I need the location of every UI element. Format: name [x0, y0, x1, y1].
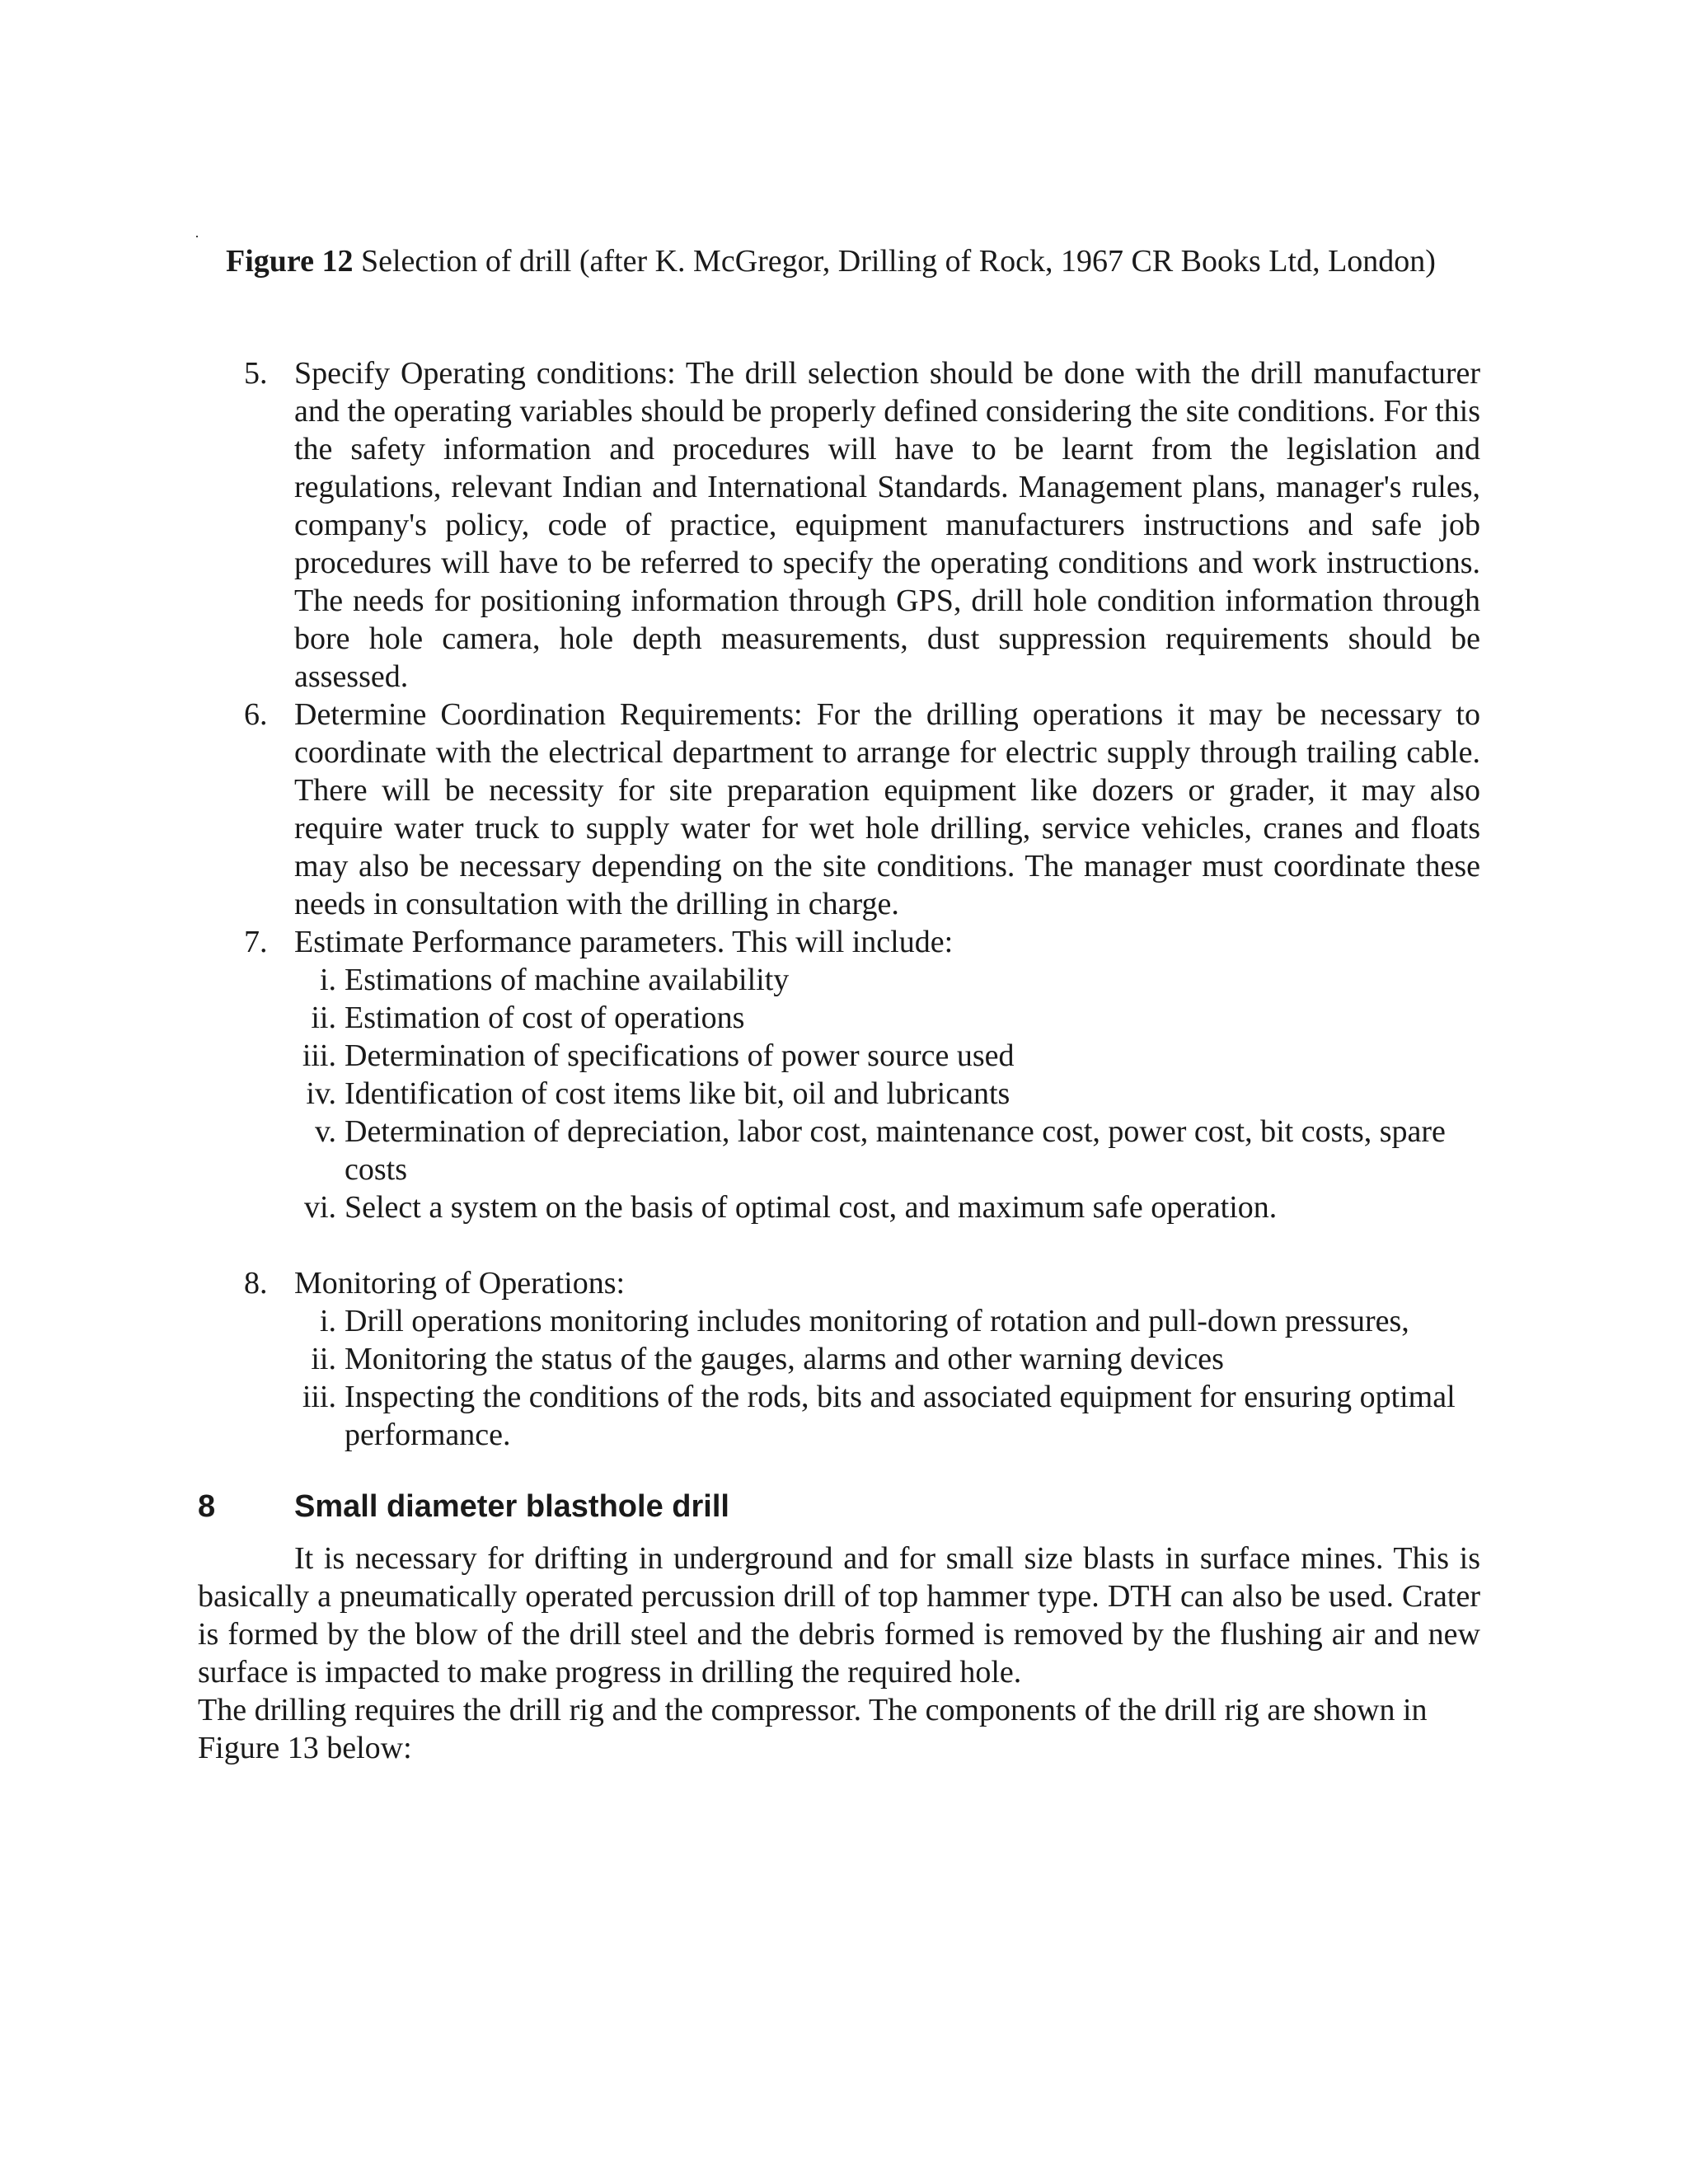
list-number: 8.	[244, 1266, 268, 1301]
sub-list-text: Determination of depreciation, labor cost, maintenance cost, power cost, bit costs, spare costs	[345, 1114, 1446, 1187]
figure-caption-text: Selection of drill (after K. McGregor, Drilling of Rock, 1967 CR Books Ltd, London)	[353, 244, 1436, 279]
sub-list-text: Inspecting the conditions of the rods, bits and associated equipment for ensuring optimal performance.	[345, 1380, 1456, 1452]
sub-list-number: ii.	[311, 1001, 336, 1035]
sub-list-number: i.	[319, 1304, 336, 1338]
list-item-text: Monitoring of Operations:	[294, 1266, 626, 1301]
caption-dot: ·	[195, 228, 199, 245]
sub-list-text: Identification of cost items like bit, oil and lubricants	[345, 1076, 1010, 1111]
sub-list-number: i.	[319, 963, 336, 997]
sub-list-text: Estimations of machine availability	[345, 963, 790, 997]
sub-list-text: Monitoring the status of the gauges, alarms and other warning devices	[345, 1342, 1224, 1376]
section-title: Small diameter blasthole drill	[294, 1489, 729, 1524]
sub-list-number: v.	[314, 1114, 336, 1149]
sub-list-number: iii.	[302, 1380, 336, 1414]
section-number: 8	[198, 1489, 216, 1524]
list-number: 7.	[244, 925, 268, 959]
list-number: 5.	[244, 356, 268, 391]
sub-list-text: Estimation of cost of operations	[345, 1001, 745, 1035]
section-heading	[198, 1488, 729, 1526]
body-paragraph-text: It is necessary for drifting in underground and for small size blasts in surface mines. This is basically a pneumatically operated percussion drill of top hammer type. DTH can also be used. Crater is formed by the blow of the drill steel and the debris formed is removed by the flushing air and new surface is impacted to make progress in drilling the required hole.	[198, 1541, 1480, 1690]
sub-list-number: ii.	[311, 1342, 336, 1376]
list-item-text: Specify Operating conditions: The drill selection should be done with the drill manufacturer and the operating variables should be properly defined considering the site conditions. For this the safety information and procedures will have to be learnt from the legislation and regulations, relevant Indian and International Standards. Management plans, manager's rules, company's policy, code of practice, equipment manufacturers instructions and safe job procedures will have to be referred to specify the operating conditions and work instructions. The needs for positioning information through GPS, drill hole condition information through bore hole camera, hole depth measurements, dust suppression requirements should be assessed.	[294, 356, 1480, 694]
sub-list-text: Drill operations monitoring includes monitoring of rotation and pull-down pressures,	[345, 1304, 1409, 1338]
figure-caption	[198, 242, 1484, 280]
sub-list-number: vi.	[303, 1190, 336, 1225]
list-item-text: Determine Coordination Requirements: For the drilling operations it may be necessary to coordinate with the electrical department to arrange for electric supply through trailing cable. There will be necessity for site preparation equipment like dozers or grader, it may also require water truck to supply water for wet hole drilling, service vehicles, cranes and floats may also be necessary depending on the site conditions. The manager must coordinate these needs in consultation with the drilling in charge.	[294, 697, 1480, 921]
list-number: 6.	[244, 697, 268, 732]
figure-label: Figure 12	[226, 244, 354, 279]
sub-list-text: Select a system on the basis of optimal cost, and maximum safe operation.	[345, 1190, 1278, 1225]
sub-list-text: Determination of specifications of power source used	[345, 1038, 1015, 1073]
sub-list-number: iii.	[302, 1038, 336, 1073]
sub-list-number: iv.	[306, 1076, 336, 1111]
list-item-text: Estimate Performance parameters. This will include:	[294, 925, 954, 959]
body-paragraph	[198, 1540, 1480, 1691]
body-paragraph-2: The drilling requires the drill rig and the compressor. The components of the drill rig are shown in Figure 13 below:	[198, 1693, 1428, 1765]
